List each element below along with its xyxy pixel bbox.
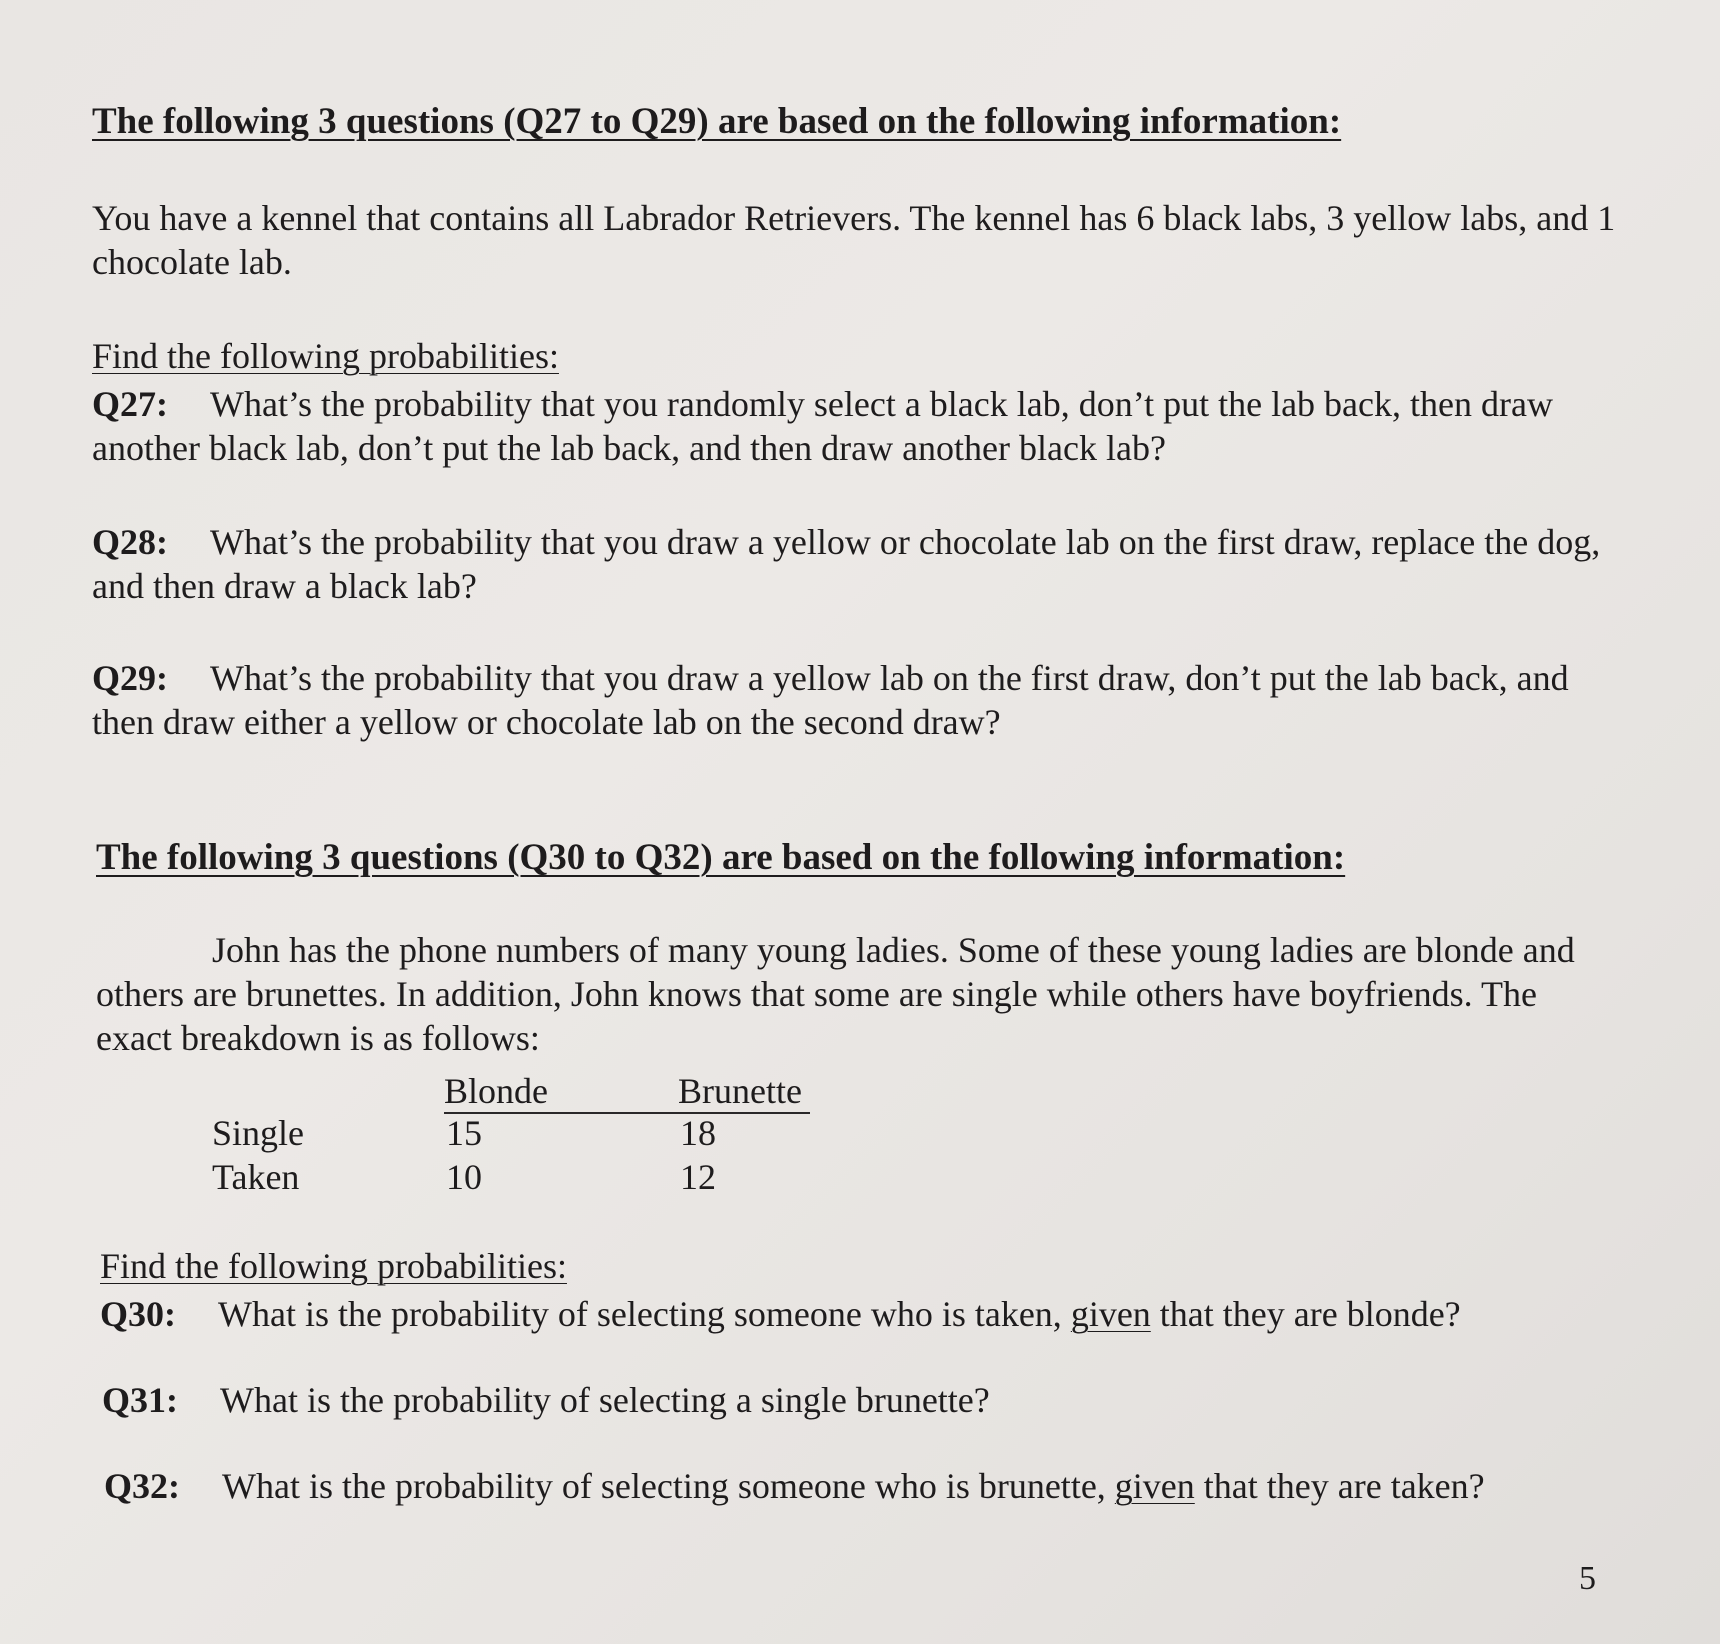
- question-q31: [102, 1378, 1662, 1422]
- question-text-after: that they are taken?: [1194, 1466, 1485, 1506]
- question-text-before: What is the probability of selecting someone who is taken,: [218, 1294, 1071, 1334]
- question-text: What’s the probability that you draw a yellow or chocolate lab on the first draw, replace the dog, and then draw a black lab?: [92, 522, 1601, 606]
- question-q28: [92, 520, 1632, 608]
- cell-single-blonde: 15: [446, 1113, 482, 1153]
- question-label: Q28:: [92, 522, 168, 562]
- section-2-info: John has the phone numbers of many young ladies. Some of these young ladies are blonde and others are brunettes. In addition, John knows that some are single while others have boyfriends. The exact breakdown is as follows:: [96, 930, 1575, 1058]
- section-1-heading: The following 3 questions (Q27 to Q29) are based on the following information:: [92, 101, 1342, 142]
- cell-taken-blonde: 10: [446, 1157, 482, 1197]
- section-1-find-label: Find the following probabilities:: [92, 336, 559, 376]
- cell-single-brunette: 18: [680, 1113, 716, 1153]
- question-label: Q32:: [104, 1466, 180, 1506]
- section-2-heading: The following 3 questions (Q30 to Q32) are based on the following information:: [96, 837, 1346, 878]
- cell-taken-brunette: 12: [680, 1157, 716, 1197]
- question-emphasis: given: [1114, 1466, 1195, 1506]
- table-header-rule: [444, 1112, 810, 1114]
- column-header-blonde: Blonde: [444, 1071, 548, 1111]
- section-2-find-label: Find the following probabilities:: [100, 1246, 567, 1286]
- column-header-brunette: Brunette: [678, 1071, 802, 1111]
- question-label: Q27:: [92, 384, 168, 424]
- question-q29: [92, 656, 1572, 744]
- row-label-taken: Taken: [212, 1157, 300, 1197]
- question-q30: [100, 1292, 1660, 1336]
- question-text-before: What is the probability of selecting someone who is brunette,: [222, 1466, 1115, 1506]
- question-text: What’s the probability that you randomly select a black lab, don’t put the lab back, then draw another black lab, don’t put the lab back, and then draw another black lab?: [92, 384, 1553, 468]
- question-q32: [104, 1464, 1664, 1508]
- question-label: Q29:: [92, 658, 168, 698]
- section-1-info: You have a kennel that contains all Labrador Retrievers. The kennel has 6 black labs, 3 yellow labs, and 1 chocolate lab.: [92, 198, 1616, 282]
- question-emphasis: given: [1070, 1294, 1151, 1334]
- question-label: Q30:: [100, 1294, 176, 1334]
- question-text-after: that they are blonde?: [1150, 1294, 1461, 1334]
- row-label-single: Single: [212, 1113, 305, 1153]
- question-q27: [92, 382, 1632, 470]
- page-number: 5: [1579, 1560, 1596, 1597]
- question-label: Q31:: [102, 1380, 178, 1420]
- question-text: What’s the probability that you draw a yellow lab on the first draw, don’t put the lab back, and then draw either a yellow or chocolate lab on the second draw?: [92, 658, 1569, 742]
- question-text: What is the probability of selecting a single brunette?: [220, 1380, 990, 1420]
